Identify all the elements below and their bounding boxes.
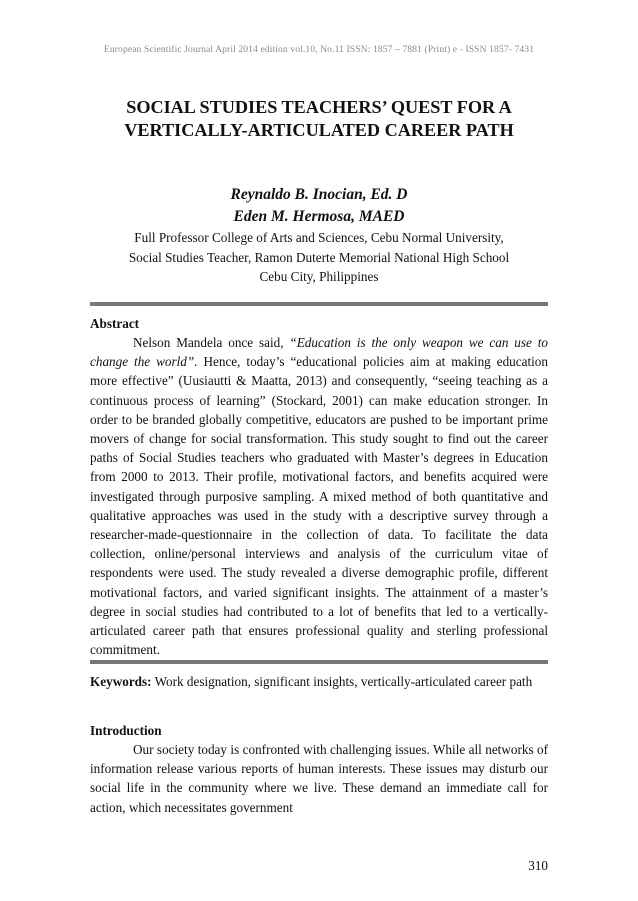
affiliation-block: [76, 228, 562, 287]
title-line-1: SOCIAL STUDIES TEACHERS’ QUEST FOR A: [126, 97, 512, 117]
author-list: [90, 184, 548, 228]
divider-top: [90, 302, 548, 306]
keywords-text: Work designation, significant insights, vertically-articulated career path: [151, 674, 533, 689]
author-2: Eden M. Hermosa, MAED: [233, 208, 405, 225]
keywords-paragraph: [90, 672, 548, 691]
affiliation-line-2: Social Studies Teacher, Ramon Duterte Memorial National High School: [128, 249, 510, 265]
abstract-paragraph: [90, 333, 548, 659]
introduction-paragraph: [90, 740, 548, 817]
page-number: 310: [528, 858, 548, 873]
paper-title: [60, 96, 578, 142]
divider-bottom: [90, 660, 548, 664]
affiliation-line-1: Full Professor College of Arts and Sciences, Cebu Normal University,: [134, 230, 504, 245]
title-line-2: VERTICALLY-ARTICULATED CAREER PATH: [124, 120, 514, 140]
abstract-heading: Abstract: [90, 316, 140, 331]
abstract-quote: “Education is the only weapon we can use to change the world”.: [90, 335, 548, 370]
introduction-body: Our society today is confronted with challenging issues. While all networks of information release various reports of human interests. These issues may disturb our social life in the community where we live. These demand an immediate call for action, which necessitates government: [90, 742, 548, 815]
abstract-lead: Nelson Mandela once said,: [133, 335, 290, 350]
author-1: Reynaldo B. Inocian, Ed. D: [230, 186, 408, 203]
abstract-body: Hence, today’s “educational policies aim at making education more effective” (Uusiautti & Maatta, 2013) and consequently, “seeing teaching as a continuous process of learning” (Stockard, 2001) can make education stronger. In order to be branded globally competitive, educators are pushed to be important prime movers of change for social transformation. This study sought to find out the career paths of Social Studies teachers who graduated with Master’s degrees in Education from 2000 to 2013. Their profile, motivational factors, and benefits acquired were investigated through purposive sampling. A mixed method of both quantitative and qualitative approaches was used in the study with a descriptive survey through a researcher-made-questionnaire in the collection of data. To facilitate the data collection, online/personal interviews and analysis of the curriculum vitae of respondents were used. The study revealed a diverse demographic profile, different motivational factors, and varied significant insights. The attainment of a master’s degree in social studies had contributed to a lot of benefits that led to a vertically-articulated career path that ensures professional quality and sterling professional commitment.: [90, 354, 548, 658]
running-header: European Scientific Journal April 2014 edition vol.10, No.11 ISSN: 1857 – 7881 (Print) e - ISSN 1857- 7431: [103, 44, 535, 55]
affiliation-line-3: Cebu City, Philippines: [259, 269, 379, 284]
introduction-heading: Introduction: [90, 723, 162, 738]
keywords-label: Keywords:: [90, 674, 152, 689]
